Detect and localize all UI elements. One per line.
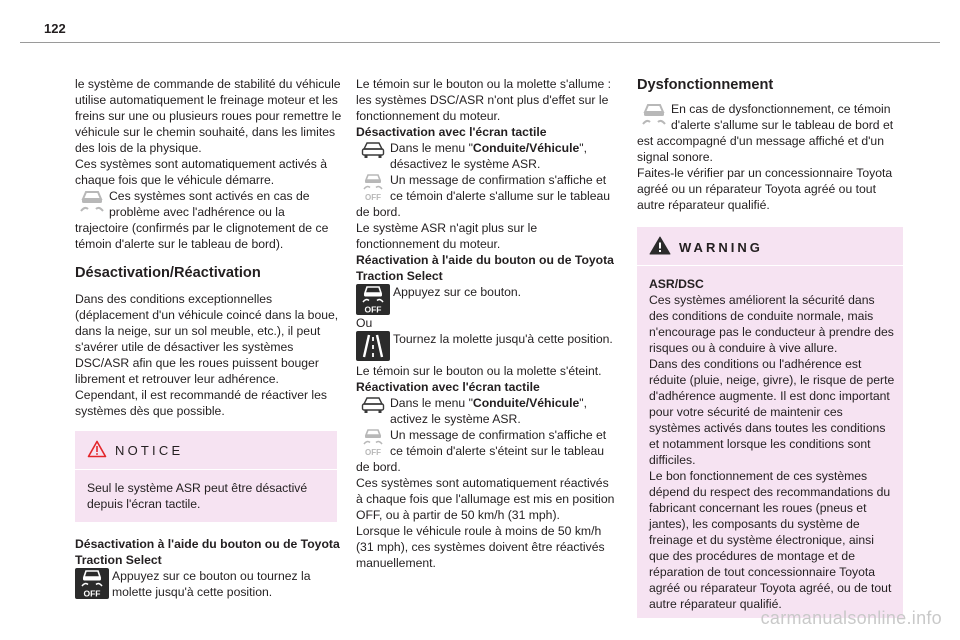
turn-knob-text: Tournez la molette jusqu'à cette position. (393, 332, 613, 346)
confirm-deactivate-row (356, 172, 618, 204)
road-position-icon (356, 331, 390, 361)
column-right (637, 76, 907, 618)
turn-knob-row (356, 331, 618, 361)
press-button-row (75, 568, 343, 600)
confirm-activate-text-continued: de bord. (356, 460, 401, 474)
warning-para-3: Le bon fonctionnement de ces systèmes dépend du respect des recommandations du fabricant concernant les roues (pneus et jantes), les composants du système de freinage et du système électronique, ainsi que des procédures de montage et de réparation de tout concessionnaire Toyota agréé ou réparateur Toyota agréé, ou de tout autre réparateur qualifié. (649, 469, 892, 611)
skid-warning-icon (75, 188, 109, 213)
auto-reactivation-text: Ces systèmes sont automatiquement réactivés à chaque fois que l'allumage est mis en position OFF, ou à partir de 50 km/h (31 mph). (356, 476, 615, 522)
asr-inactive-text: Le système ASR n'agit plus sur le fonctionnement du moteur. (356, 221, 538, 251)
press-button-text: Appuyez sur ce bouton ou tournez la molette jusqu'à cette position. (112, 569, 311, 599)
menu-activate-text: Dans le menu "Conduite/Véhicule", activez le système ASR. (390, 396, 587, 426)
heading-malfunction: Dysfonctionnement (637, 77, 774, 93)
svg-text:OFF: OFF (83, 588, 101, 599)
subheading-touch-deactivation: Désactivation avec l'écran tactile (356, 125, 547, 139)
malfunction-text: En cas de dysfonctionnement, ce témoin d'alerte s'allume sur le tableau de bord et (671, 102, 894, 132)
warning-box (637, 227, 903, 618)
notice-header (75, 431, 337, 470)
menu-activate-row (356, 395, 618, 427)
warning-header (637, 227, 903, 266)
caution-triangle-icon (87, 440, 107, 462)
asr-off-button-icon (75, 568, 109, 599)
adherence-text: Ces systèmes sont activés en cas de problème avec l'adhérence ou la (109, 189, 310, 219)
stability-intro: le système de commande de stabilité du véhicule utilise automatiquement le freinage moteur et les freins sur une ou plusieurs roues pour remettre le véhicule sur le chemin souhaité, dans les limites des lois de la physique. (75, 77, 342, 155)
menu-name: Conduite/Véhicule (472, 141, 580, 155)
confirm-deactivate-text-continued: de bord. (356, 205, 401, 219)
slow-speed-text: Lorsque le véhicule roule à moins de 50 km/h (31 mph), ces systèmes doivent être réactivés manuellement. (356, 524, 605, 570)
header-divider (20, 42, 940, 43)
exceptional-conditions-text: Dans des conditions exceptionnelles (déplacement d'un véhicule coincé dans la boue, dans la neige, sur un sol meuble, etc.), il peut s'avérer utile de désactiver les systèmes DSC/ASR afin que les roues puissent bouger librement et retrouver leur adhérence. (75, 292, 339, 386)
adherence-text-continued: trajectoire (confirmés par le clignotement de ce témoin d'alerte sur le tableau de bord). (75, 221, 329, 251)
dealer-check-text: Faites-le vérifier par un concessionnaire Toyota agréé ou un réparateur Toyota agréé ou tout autre réparateur qualifié. (637, 166, 893, 212)
menu-deactivate-row (356, 140, 618, 172)
asr-off-button-icon-2 (356, 284, 390, 315)
svg-text:OFF: OFF (364, 304, 382, 315)
car-settings-icon (356, 140, 390, 161)
page-number: 122 (44, 21, 66, 36)
notice-title: NOTICE (115, 443, 184, 458)
subheading-button-deactivation: Désactivation à l'aide du bouton ou de Toyota Traction Select (75, 537, 340, 567)
warning-para-2: Dans des conditions ou l'adhérence est réduite (pluie, neige, givre), le risque de perte d'adhérence augmente. Il est donc important pour votre sécurité de maintenir ces systèmes activés dans toutes les conditions et notamment lorsque les conditions sont difficiles. (649, 357, 895, 467)
column-middle (356, 76, 618, 571)
adherence-row (75, 188, 343, 220)
reactivate-recommendation: Cependant, il est recommandé de réactiver les systèmes dès que possible. (75, 388, 328, 418)
confirm-activate-row (356, 427, 618, 459)
warning-para-1: Ces systèmes améliorent la sécurité dans des conditions de conduite normale, mais n'encourage pas le conducteur à prendre des risques ou à conduire à vive allure. (649, 293, 894, 355)
auto-activated-text: Ces systèmes sont automatiquement activés à chaque fois que le véhicule démarre. (75, 157, 327, 187)
notice-box (75, 431, 337, 522)
confirm-activate-text: Un message de confirmation s'affiche et ce témoin d'alerte s'éteint sur le tableau (390, 428, 607, 458)
light-on-text: Le témoin sur le bouton ou la molette s'allume : les systèmes DSC/ASR n'ont plus d'effet sur le fonctionnement du moteur. (356, 77, 612, 123)
svg-text:OFF: OFF (365, 448, 381, 457)
warning-body (637, 266, 903, 618)
heading-deactivation: Désactivation/Réactivation (75, 265, 261, 281)
warning-title: WARNING (679, 239, 763, 255)
warning-subtitle: ASR/DSC (649, 277, 704, 291)
malfunction-row (637, 101, 907, 133)
menu-name-2: Conduite/Véhicule (472, 396, 580, 410)
or-text: Ou (356, 316, 373, 330)
confirm-deactivate-text: Un message de confirmation s'affiche et ce témoin d'alerte s'allume sur le tableau (390, 173, 611, 203)
subheading-button-reactivation: Réactivation à l'aide du bouton ou de Toyota Traction Select (356, 253, 614, 283)
column-left (75, 76, 343, 600)
light-off-text: Le témoin sur le bouton ou la molette s'éteint. (356, 364, 602, 378)
asr-off-warning-icon (356, 172, 390, 203)
asr-off-warning-icon-2 (356, 427, 390, 458)
malfunction-text-continued: est accompagné d'un message affiché et d'un signal sonore. (637, 134, 884, 164)
car-settings-icon-2 (356, 395, 390, 416)
warning-triangle-icon (649, 236, 671, 259)
subheading-touch-reactivation: Réactivation avec l'écran tactile (356, 380, 540, 394)
press-button-react-row (356, 284, 618, 315)
press-button-react-text: Appuyez sur ce bouton. (393, 285, 522, 299)
skid-warning-icon-2 (637, 101, 671, 126)
notice-text: Seul le système ASR peut être désactivé depuis l'écran tactile. (87, 481, 308, 511)
menu-deactivate-text: Dans le menu "Conduite/Véhicule", désactivez le système ASR. (390, 141, 587, 171)
svg-text:OFF: OFF (365, 193, 381, 202)
watermark: carmanualsonline.info (760, 608, 942, 628)
